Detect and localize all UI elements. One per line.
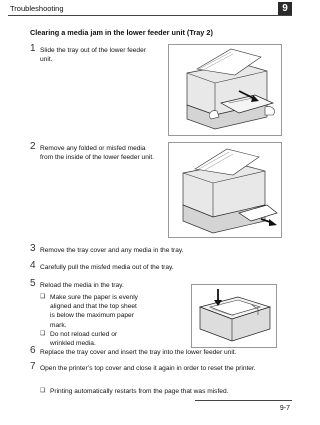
step-text: Reload the media in the tray.: [40, 282, 124, 289]
reload-media-tray-illustration: [191, 284, 277, 348]
step-text: Replace the tray cover and insert the tray into the lower feeder unit.: [40, 349, 237, 356]
step-number: 7: [30, 361, 36, 372]
step-text: Remove the tray cover and any media in the tray.: [40, 247, 184, 254]
step-7-bullet-1: [40, 387, 290, 396]
step-number: 3: [30, 243, 36, 254]
step-number: 1: [30, 43, 36, 54]
step-2: [30, 141, 160, 162]
chapter-number-box: 9: [278, 2, 292, 16]
step-1: [30, 43, 160, 64]
step-6: [30, 345, 290, 357]
remove-misfed-media-illustration: [168, 142, 282, 238]
step-7: [30, 361, 275, 373]
checkbox-bullet-icon: ❑: [40, 294, 46, 300]
header-divider: [8, 15, 292, 16]
step-5-bullet-2: [40, 330, 140, 348]
header-title: Troubleshooting: [10, 4, 64, 13]
checkbox-bullet-icon: ❑: [40, 388, 46, 394]
step-5-bullet-1: [40, 293, 140, 330]
page-number: 9-7: [279, 405, 290, 412]
step-text: Carefully pull the misfed media out of the tray.: [40, 264, 174, 271]
tray-slide-out-illustration: [168, 44, 282, 136]
bullet-text: Printing automatically restarts from the page that was misfed.: [50, 388, 229, 395]
footer-divider: [195, 400, 292, 401]
step-5: [30, 278, 180, 290]
step-3: [30, 243, 290, 255]
step-number: 2: [30, 141, 36, 152]
step-text: Open the printer’s top cover and close it again in order to reset the printer.: [40, 365, 256, 372]
checkbox-bullet-icon: ❑: [40, 331, 46, 337]
step-text: Remove any folded or misfed media from the inside of the lower feeder unit.: [40, 145, 154, 162]
section-title: Clearing a media jam in the lower feeder unit (Tray 2): [30, 28, 213, 37]
step-text: Slide the tray out of the lower feeder unit.: [40, 47, 146, 64]
bullet-text: Do not reload curled or wrinkled media.: [50, 331, 118, 348]
step-4: [30, 260, 290, 272]
step-number: 6: [30, 345, 36, 356]
step-number: 5: [30, 278, 36, 289]
step-number: 4: [30, 260, 36, 271]
bullet-text: Make sure the paper is evenly aligned and that the top sheet is below the maximum paper mark.: [50, 294, 138, 329]
